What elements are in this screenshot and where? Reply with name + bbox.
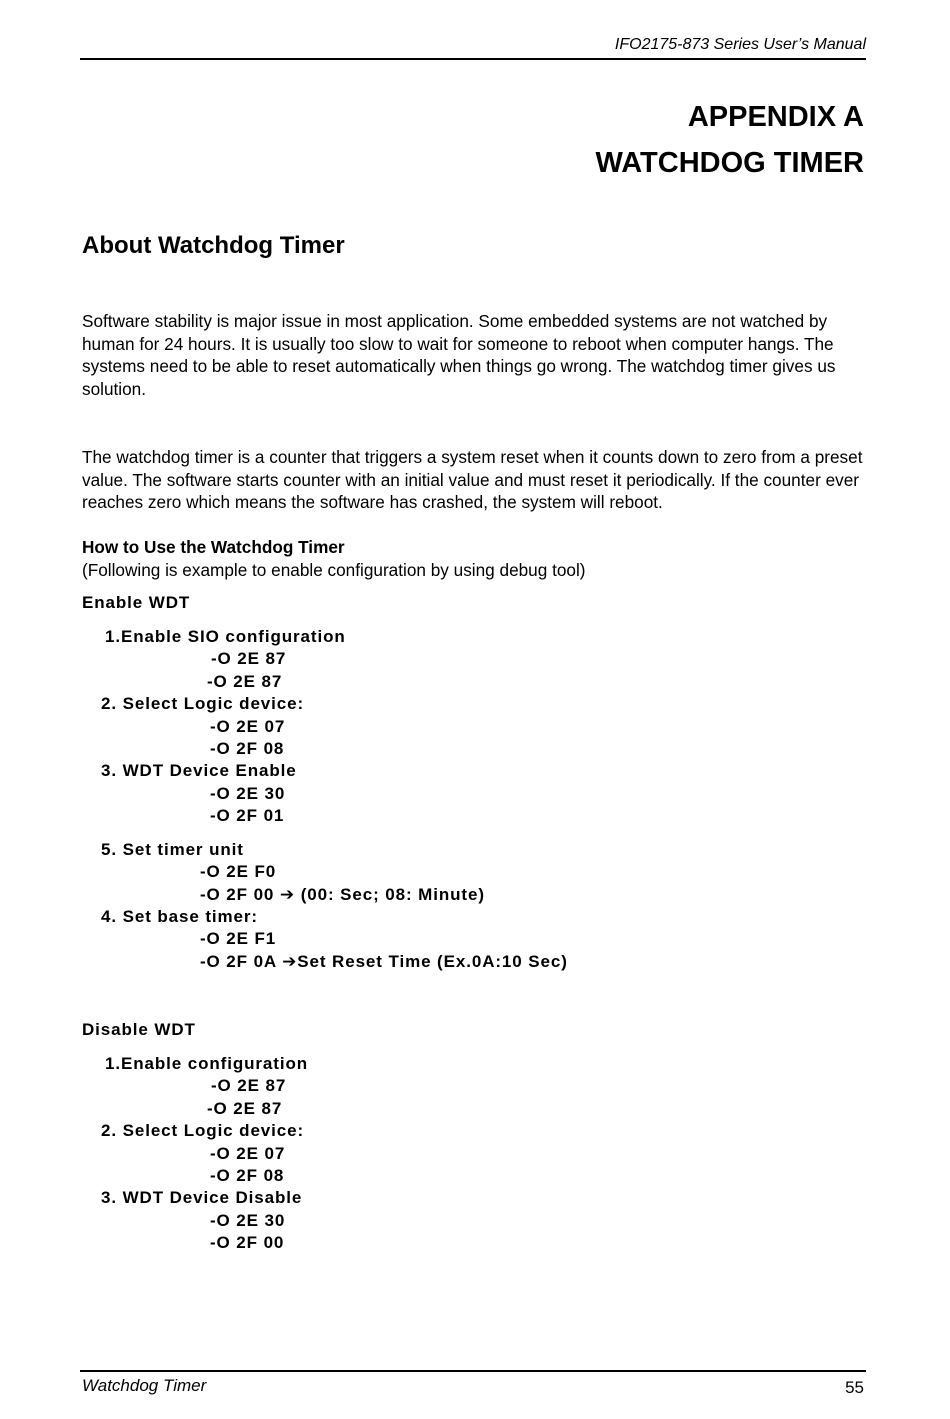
page-number: 55 (845, 1378, 864, 1397)
disable-step-2-cmd-2: -O 2F 08 (210, 1166, 285, 1185)
arrow-right-icon: ➔ (279, 885, 296, 904)
disable-step-2: 2. Select Logic device: (101, 1121, 305, 1140)
enable-wdt-title: Enable WDT (82, 593, 191, 612)
enable-step-3-cmd-1: -O 2E 30 (210, 784, 286, 803)
section-heading: About Watchdog Timer (82, 232, 345, 259)
enable-step-1-cmd-2: -O 2E 87 (207, 672, 283, 691)
intro-paragraph: Software stability is major issue in most application. Some embedded systems are not watched by human for 24 hours. It is usually too slow to wait for someone to reboot when computer hangs. The systems need to be able to reset automatically when things go wrong. The watchdog timer gives us solution. (82, 311, 836, 399)
enable-step-1: 1.Enable SIO configuration (105, 627, 346, 646)
disable-step-1-cmd-2: -O 2E 87 (207, 1099, 283, 1118)
enable-step-5: 5. Set timer unit (101, 840, 244, 859)
chapter-title: WATCHDOG TIMER (595, 147, 864, 179)
counter-paragraph: The watchdog timer is a counter that triggers a system reset when it counts down to zero from a preset value. The software starts counter with an initial value and must reset it periodically. If the counter ever reaches zero which means the software has crashed, the system will reboot. (82, 447, 863, 513)
enable-step-5-note: (00: Sec; 08: Minute) (300, 885, 485, 904)
enable-step-4-cmd-1: -O 2E F1 (200, 929, 277, 948)
enable-step-1-cmd-1: -O 2E 87 (211, 649, 287, 668)
disable-wdt-title: Disable WDT (82, 1020, 196, 1039)
disable-step-3: 3. WDT Device Disable (101, 1188, 303, 1207)
disable-step-3-cmd-1: -O 2E 30 (210, 1211, 286, 1230)
header-rule (80, 58, 866, 60)
enable-step-4-note: Set Reset Time (Ex.0A:10 Sec) (297, 952, 568, 971)
enable-step-4: 4. Set base timer: (101, 907, 258, 926)
enable-step-2-cmd-1: -O 2E 07 (210, 717, 286, 736)
footer-rule (80, 1370, 866, 1372)
enable-step-2: 2. Select Logic device: (101, 694, 305, 713)
disable-step-1-cmd-1: -O 2E 87 (211, 1076, 287, 1095)
appendix-title (596, 94, 865, 186)
footer-chapter: Watchdog Timer (82, 1376, 207, 1395)
running-header: IFO2175-873 Series User’s Manual (614, 36, 866, 53)
enable-step-5-cmd-1: -O 2E F0 (200, 862, 277, 881)
howto-title: How to Use the Watchdog Timer (82, 537, 345, 557)
howto-block (82, 536, 586, 581)
enable-step-4-cmd-2-line (200, 951, 568, 974)
arrow-right-icon: ➔ (282, 952, 298, 971)
disable-step-1: 1.Enable configuration (105, 1054, 309, 1073)
disable-step-3-cmd-2: -O 2F 00 (210, 1233, 285, 1252)
enable-step-5-cmd-2: -O 2F 00 (200, 885, 275, 904)
enable-step-3-cmd-2: -O 2F 01 (210, 806, 285, 825)
howto-subtitle: (Following is example to enable configuration by using debug tool) (82, 559, 586, 580)
enable-step-4-cmd-2: -O 2F 0A (200, 952, 277, 971)
enable-step-3: 3. WDT Device Enable (101, 761, 297, 780)
appendix-line: APPENDIX A (687, 101, 864, 133)
enable-step-2-cmd-2: -O 2F 08 (210, 739, 285, 758)
enable-step-5-cmd-2-line (200, 884, 485, 907)
disable-step-2-cmd-1: -O 2E 07 (210, 1144, 286, 1163)
